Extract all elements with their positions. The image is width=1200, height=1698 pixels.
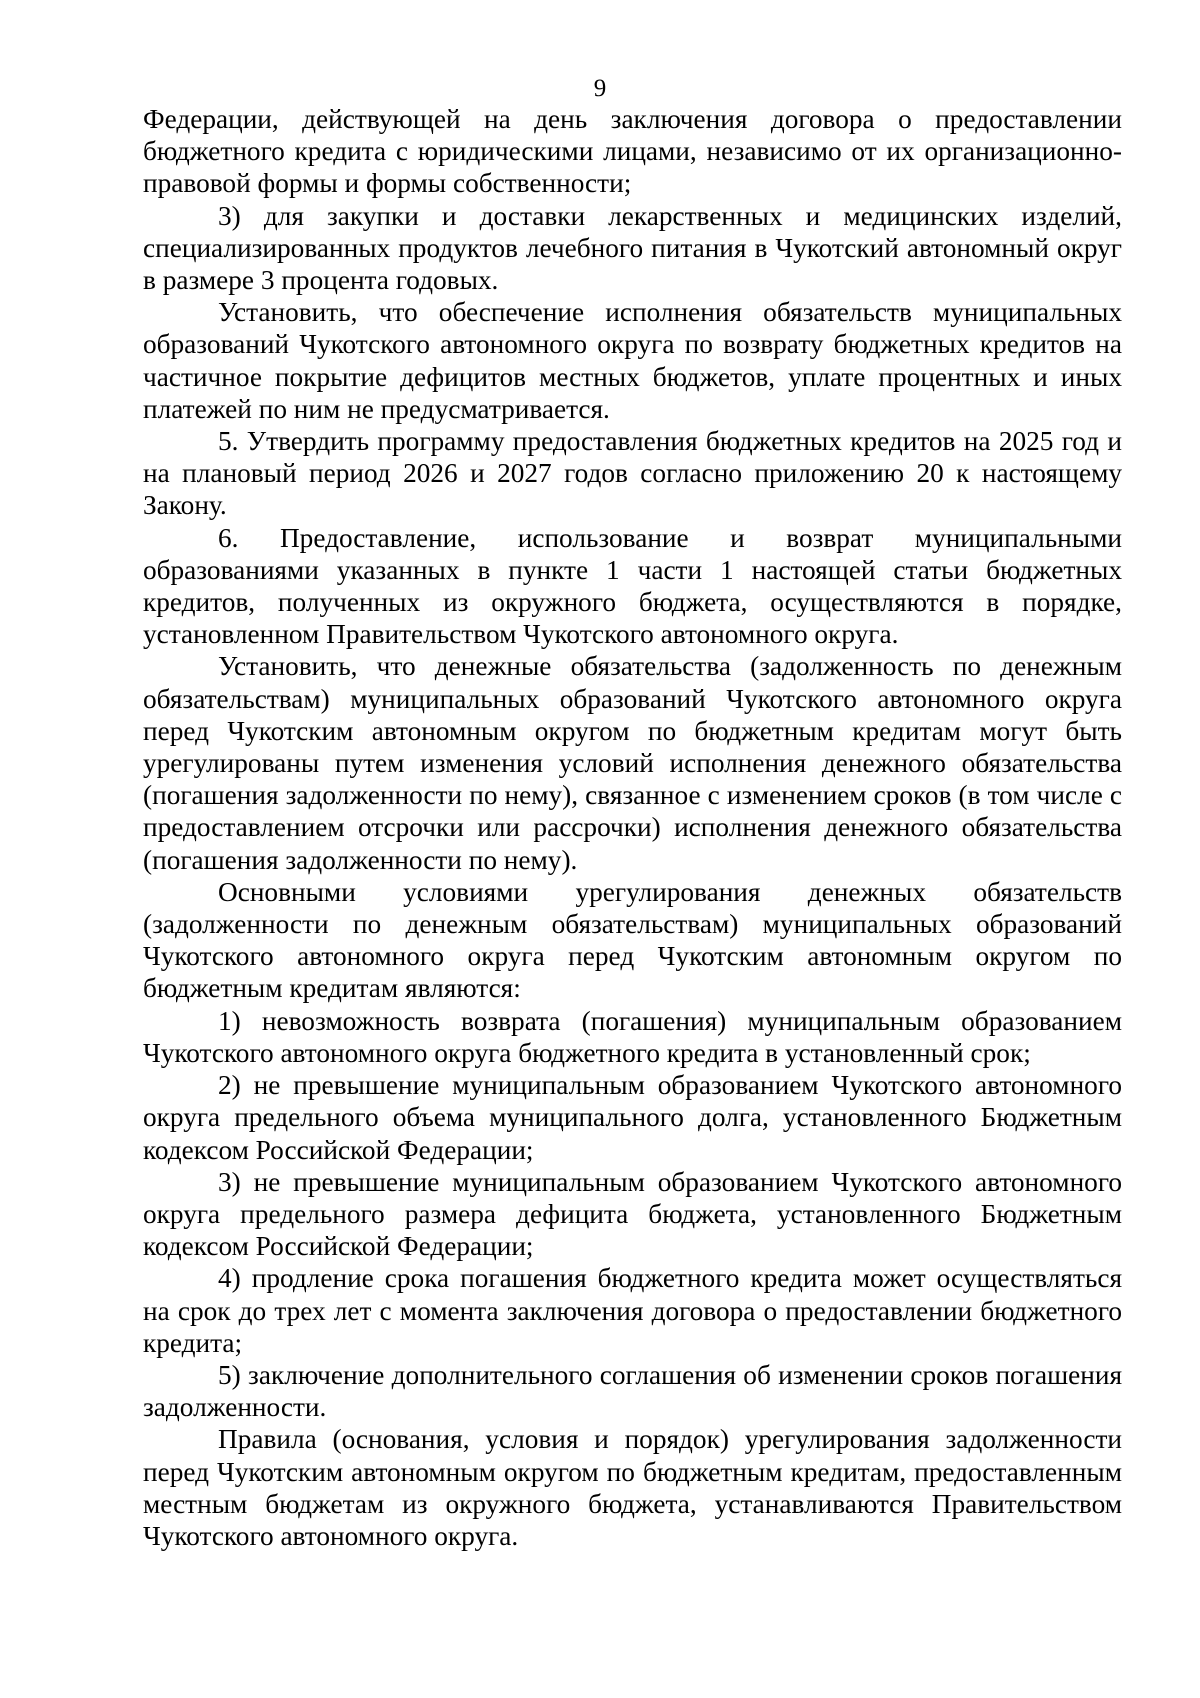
paragraph-item-5: 5. Утвердить программу предоставления бюджетных кредитов на 2025 год и на плановый период 2026 и 2027 годов согласно приложению 20 к настоящему Закону. bbox=[143, 426, 1122, 521]
list-item-5: 5) заключение дополнительного соглашения об изменении сроков погашения задолженности. bbox=[143, 1359, 1122, 1423]
paragraph-debt-settlement: Установить, что денежные обязательства (задолженность по денежным обязательствам) муниципальных образований Чукотского автономного округа перед Чукотским автономным округом по бюджетным кредитам могут быть урегулированы путем изменения условий исполнения денежного обязательства (погашения задолженности по нему), связанное с изменением сроков (в том числе с предоставлением отсрочки или рассрочки) исполнения денежного обязательства (погашения задолженности по нему). bbox=[143, 651, 1122, 875]
list-item-1: 1) невозможность возврата (погашения) муниципальным образованием Чукотского автономного округа бюджетного кредита в установленный срок; bbox=[143, 1005, 1122, 1068]
list-item-2: 2) не превышение муниципальным образованием Чукотского автономного округа предельного объема муниципального долга, установленного Бюджетным кодексом Российской Федерации; bbox=[143, 1070, 1122, 1165]
list-item-3: 3) не превышение муниципальным образованием Чукотского автономного округа предельного размера дефицита бюджета, установленного Бюджетным кодексом Российской Федерации; bbox=[143, 1166, 1122, 1262]
paragraph-guarantee-provision: Установить, что обеспечение исполнения обязательств муниципальных образований Чукотского автономного округа по возврату бюджетных кредитов на частичное покрытие дефицитов местных бюджетов, уплате процентных и иных платежей по ним не предусматривается. bbox=[143, 297, 1122, 424]
paragraph-continuation: Федерации, действующей на день заключения договора о предоставлении бюджетного кредита с юридическими лицами, независимо от их организационно-правовой формы и формы собственности; bbox=[143, 104, 1122, 199]
list-item-4: 4) продление срока погашения бюджетного кредита может осуществляться на срок до трех лет с момента заключения договора о предоставлении бюджетного кредита; bbox=[143, 1263, 1122, 1358]
paragraph-settlement-rules: Правила (основания, условия и порядок) урегулирования задолженности перед Чукотским автономным округом по бюджетным кредитам, предоставленным местным бюджетам из окружного бюджета, устанавливаются Правительством Чукотского автономного округа. bbox=[143, 1424, 1122, 1551]
paragraph-settlement-conditions: Основными условиями урегулирования денежных обязательств (задолженности по денежным обязательствам) муниципальных образований Чукотского автономного округа перед Чукотским автономным округом по бюджетным кредитам являются: bbox=[143, 876, 1122, 1004]
page-number: 9 bbox=[593, 75, 607, 102]
document-body bbox=[143, 103, 1122, 1552]
paragraph-item-6: 6. Предоставление, использование и возврат муниципальными образованиями указанных в пункте 1 части 1 настоящей статьи бюджетных кредитов, полученных из окружного бюджета, осуществляются в порядке, установленном Правительством Чукотского автономного округа. bbox=[143, 522, 1122, 650]
paragraph-item-3: 3) для закупки и доставки лекарственных и медицинских изделий, специализированных продуктов лечебного питания в Чукотский автономный округ в размере 3 процента годовых. bbox=[143, 200, 1122, 296]
